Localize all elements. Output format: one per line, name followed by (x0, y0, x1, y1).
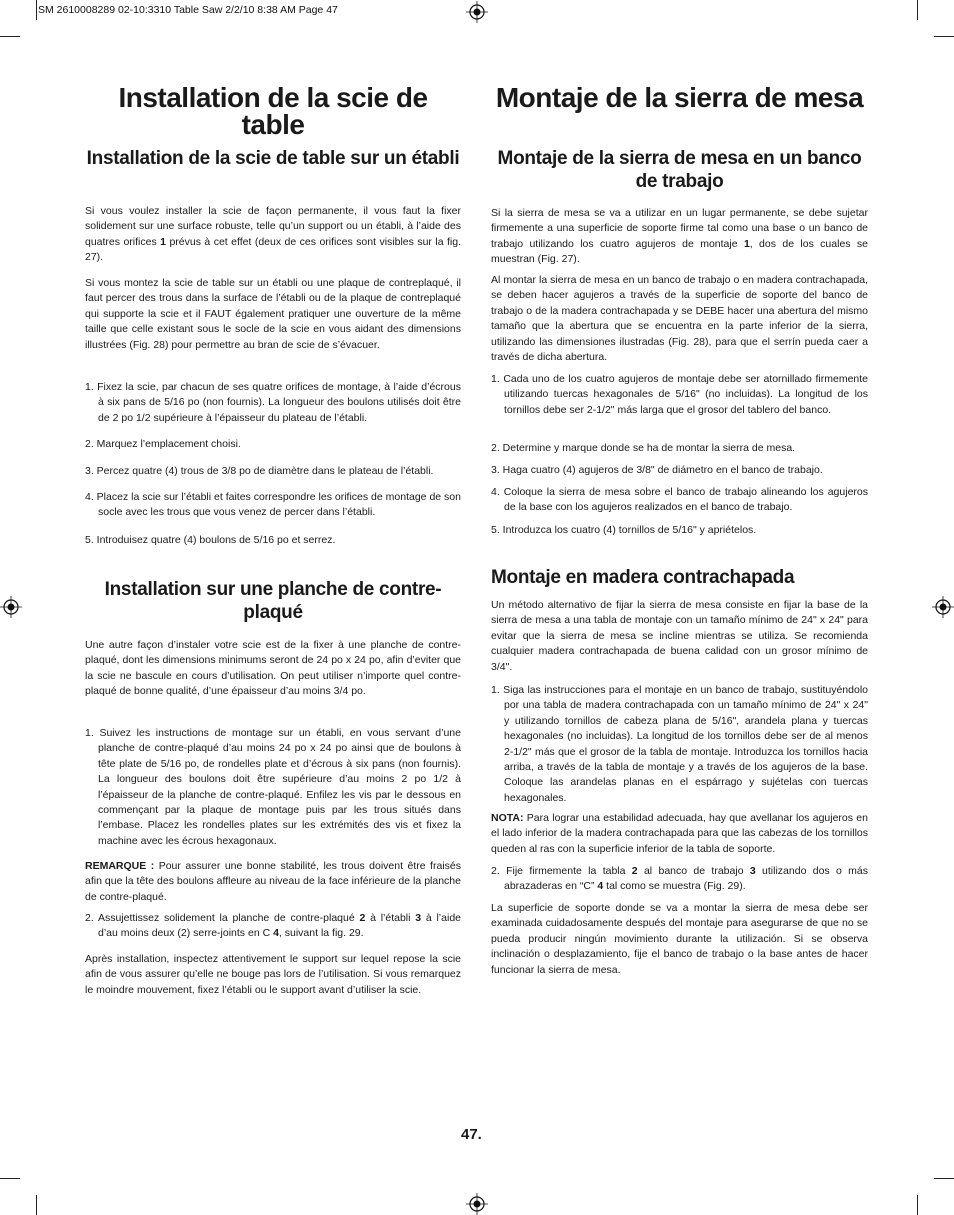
crop-mark (0, 1178, 20, 1179)
section-heading: Montaje en madera contrachapada (491, 567, 795, 588)
page-title-fr: Installation de la scie de table (118, 82, 428, 140)
crop-mark (917, 0, 918, 20)
list-item: 2. Determine y marque donde se ha de montar la sierra de mesa. (491, 442, 796, 454)
list-item: 1. Fixez la scie, par chacun de ses quatre orifices de montage, à l’aide d’écrous à six pans de 5/16 po (non fournis). La longueur des boulons utilisés doit être de 2 po 1/2 supérieure à l’épaisseur du plateau de l’établi. (85, 381, 461, 424)
list-item: 5. Introduzca los cuatro (4) tornillos de 5/16" y apriételos. (491, 524, 757, 536)
crop-mark (934, 1178, 954, 1179)
crop-mark (934, 36, 954, 37)
list-item: 2. Marquez l’emplacement choisi. (85, 438, 241, 450)
section-heading: Installation sur une planche de contre-plaqué (104, 579, 442, 623)
list-item: 1. Siga las instrucciones para el montaje en un banco de trabajo, sustituyéndolo por una tabla de madera contrachapada con un tamaño mínimo de 24" x 24" y utilizando tornillos de cabeza plana de 5/16", arandela plana y tuercas hexagonales (no incluidas). La longitud de los tornillos debe ser de al menos 2-1/2" más que el grosor de la tabla de montaje. Introduzca los tornillos hacia arriba, a través de la tabla de montaje y a través de los agujeros de la base. Coloque las arandelas planas en el espárrago y sujételas con tuercas hexagonales. (491, 684, 868, 804)
list-item: 1. Cada uno de los cuatro agujeros de montaje debe ser atornillado firmemente utilizando tuercas hexagonales de 5/16" (no incluidas). La longitud de los tornillos debe ser 2-1/2" más larga que el grosor del tablero del banco. (491, 373, 868, 416)
paragraph: Si vous voulez installer la scie de façon permanente, il vous faut la fixer solidement sur une surface robuste, telle qu’un support ou un établi, à l’aide des quatres orifices 1 prévus à cet effet (deux de ces orifices sont visibles sur la fig. 27). (85, 205, 461, 264)
registration-mark-icon (932, 596, 954, 618)
list-item: 3. Haga cuatro (4) agujeros de 3/8" de diámetro en el banco de trabajo. (491, 464, 823, 476)
list-item: 5. Introduisez quatre (4) boulons de 5/16 po et serrez. (85, 534, 336, 546)
paragraph: REMARQUE : Pour assurer une bonne stabilité, les trous doivent être fraisés afin que la tête des boulons affleure au niveau de la face inférieure de la planche de contre-plaqué. (85, 860, 461, 903)
page-title-es: Montaje de la sierra de mesa (495, 82, 864, 113)
list-item: 4. Coloque la sierra de mesa sobre el banco de trabajo alineando los agujeros de la base con los agujeros realizados en el banco de trabajo. (491, 486, 868, 514)
list-item: 3. Percez quatre (4) trous de 3/8 po de diamètre dans le plateau de l’établi. (85, 465, 434, 477)
print-slug: SM 2610008289 02-10:3310 Table Saw 2/2/10 8:38 AM Page 47 (38, 4, 338, 16)
registration-mark-icon (0, 596, 22, 618)
page-number: 47. (461, 1126, 482, 1143)
paragraph: Al montar la sierra de mesa en un banco de trabajo o en madera contrachapada, se deben hacer agujeros a través de la superficie de soporte del banco de trabajo o de la madera contrachapada y se DEBE hacer una abertura del mismo tamaño que la abertura que se encuentra en la parte inferior de la sierra, utilizando las dimensiones ilustradas (Fig. 28), para que el serrín pueda caer a través de dicha abertura. (491, 274, 868, 364)
paragraph: NOTA: Para lograr una estabilidad adecuada, hay que avellanar los agujeros en el lado inferior de la madera contrachapada para que las cabezas de los tornillos queden al ras con la superficie inferior de la tabla de soporte. (491, 812, 868, 855)
list-item: 4. Placez la scie sur l’établi et faites correspondre les orifices de montage de son socle avec les trous que vous venez de percer dans l’établi. (85, 491, 461, 519)
crop-mark (917, 1195, 918, 1215)
list-item: 2. Fije firmemente la tabla 2 al banco de trabajo 3 utilizando dos o más abrazaderas en “C” 4 tal como se muestra (Fig. 29). (491, 865, 869, 893)
crop-mark (36, 1195, 37, 1215)
crop-mark (36, 0, 37, 20)
registration-mark-icon (466, 1193, 488, 1215)
list-item: 2. Assujettissez solidement la planche de contre-plaqué 2 à l’établi 3 à l’aide d’au moins deux (2) serre-joints en C 4, suivant la fig. 29. (85, 912, 461, 940)
paragraph: Si la sierra de mesa se va a utilizar en un lugar permanente, se debe sujetar firmemente a una superficie de soporte firme tal como una base o un banco de trabajo utilizando los cuatro agujeros de montaje 1, dos de los cuales se muestran (Fig. 27). (491, 207, 868, 266)
paragraph: Une autre façon d’instaler votre scie est de la fixer à une planche de contre-plaqué, dont les dimensions minimums seront de 24 po x 24 po, afin d’eviter que la scie ne bascule en cours d’utilisation. On peut utiliser n’importe quel contre-plaqué de bonne qualité, d’une épaisseur d’au moins 3/4 po. (85, 639, 461, 698)
paragraph: Après installation, inspectez attentivement le support sur lequel repose la scie afin de vous assurer qu’elle ne bouge pas lors de l’utilisation. Si vous remarquez le moindre mouvement, fixez l’établi ou le support avant d’utiliser la scie. (85, 953, 461, 996)
crop-mark (0, 36, 20, 37)
list-item: 1. Suivez les instructions de montage sur un établi, en vous servant d’une planche de contre-plaqué d’au moins 24 po x 24 po ainsi que de boulons à tête plate de 5/16 po, de rondelles plate et d’écrous à six pans (non fournis). La longueur des boulons doit être supérieure d’au moins 2 po 1/2 à l’épaisseur de la planche de contre-plaqué. Enfilez les vis par le dessous en commençant par la plaque de montage puis par les trous situés dans l’embase. Placez les rondelles plates sur les extrémités des vis et fixez la machine avec les écrous hexagonaux. (85, 727, 461, 847)
registration-mark-icon (466, 1, 488, 23)
paragraph: Si vous montez la scie de table sur un établi ou une plaque de contreplaqué, il faut percer des trous dans la surface de l’établi ou de la plaque de contreplaqué qui supporte la scie et il FAUT également pratiquer une ouverture de la même taille que celle existant sous le socle de la scie en vous aidant des dimensions illustrées (Fig. 28) pour permettre au bran de scie de s’évacuer. (85, 277, 461, 351)
section-heading: Montaje de la sierra de mesa en un banco de trabajo (497, 148, 862, 192)
section-heading: Installation de la scie de table sur un établi (86, 148, 460, 169)
paragraph: Un método alternativo de fijar la sierra de mesa consiste en fijar la base de la sierra de mesa a una tabla de montaje con un tamaño mínimo de 24" x 24" para evitar que la sierra de mesa se incline mientras se utiliza. Se recomienda cualquier madera contrachapada de buena calidad con un grosor mínimo de 3/4". (491, 599, 868, 673)
paragraph: La superficie de soporte donde se va a montar la sierra de mesa debe ser examinada cuidadosamente después del montaje para asegurarse de que no se pueda producir ningún movimiento durante la utilización. Si se observa inclinación o desplazamiento, fije el banco de trabajo o la base antes de hacer funcionar la sierra de mesa. (491, 902, 868, 976)
